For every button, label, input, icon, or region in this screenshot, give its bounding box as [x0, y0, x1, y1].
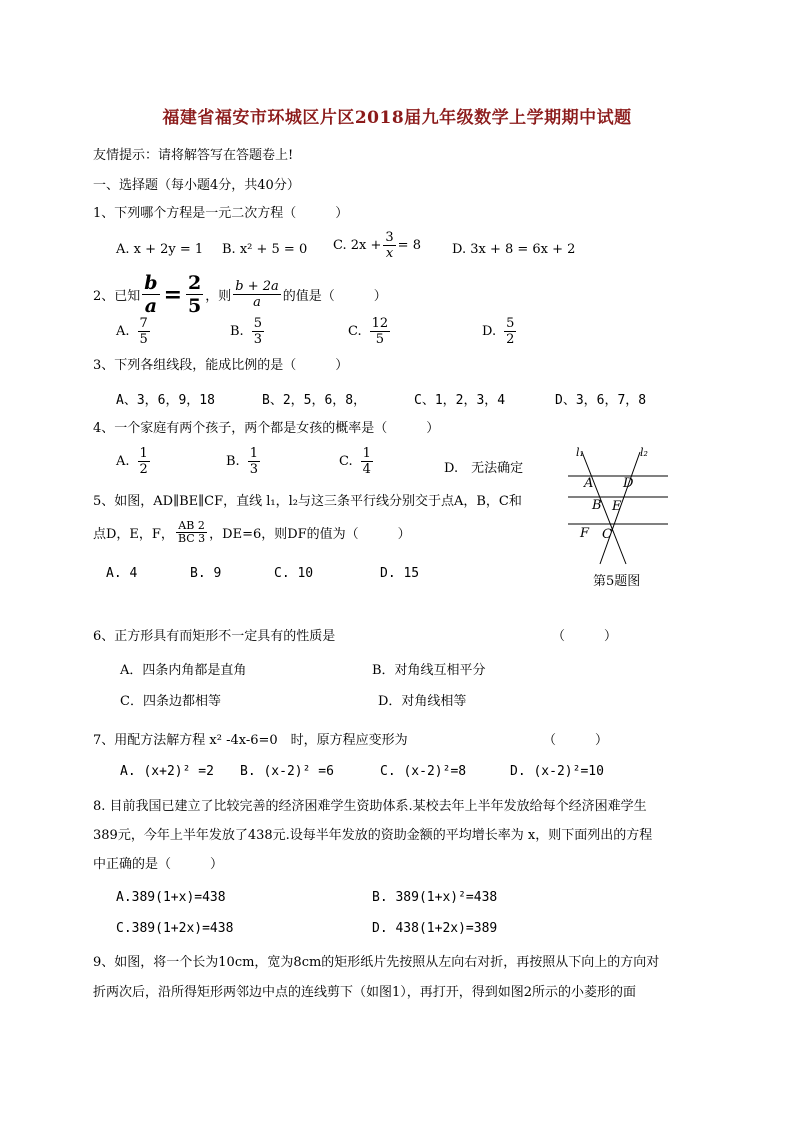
fraction-numerator: 5 — [253, 316, 262, 331]
q2-prefix: 2、已知 — [93, 289, 141, 304]
q4-option-c — [339, 446, 375, 477]
fraction-denominator: 3 — [253, 332, 262, 347]
q6-option-c: C．四条边都相等 — [120, 694, 221, 709]
question-8-line-2: 389元，今年上半年发放了438元.设每半年发放的资助金额的平均增长率为 x，则下面列出的方程 — [93, 828, 653, 843]
q6-option-d: D．对角线相等 — [378, 694, 467, 709]
fraction-denominator — [176, 533, 207, 545]
q5-line2-prefix: 点D，E，F， — [93, 527, 174, 542]
q1-option-c-suffix: = 8 — [397, 238, 421, 253]
option-label: C. — [348, 324, 362, 339]
question-1-stem: 1、下列哪个方程是一元二次方程（ ） — [93, 206, 349, 221]
hint-text: 友情提示：请将解答写在答题卷上! — [93, 148, 294, 163]
question-9-line-1: 9、如图，将一个长为10cm，宽为8cm的矩形纸片先按照从左向右对折，再按照从下向上的方向对 — [93, 955, 660, 970]
q8-option-b: B. 389(1+x)²=438 — [372, 890, 498, 905]
fraction-numerator: 3 — [385, 230, 394, 245]
q4-option-a — [116, 446, 152, 477]
question-9-line-2: 折两次后，沿所得矩形两邻边中点的连线剪下（如图1），再打开，得到如图2所示的小菱形的面 — [93, 985, 637, 1000]
q2-option-a — [116, 316, 152, 347]
fraction-denominator: x — [385, 246, 394, 261]
question-5-line-2 — [93, 520, 411, 545]
q2-equals: = — [163, 281, 183, 308]
fraction-denominator: 3 — [249, 462, 258, 477]
q1-option-b: B. x² + 5 = 0 — [222, 242, 308, 257]
option-fraction — [252, 316, 264, 347]
q7-option-d: D. (x-2)²=10 — [510, 764, 604, 779]
fraction-denominator: a — [144, 295, 158, 317]
q4-option-d: D. 无法确定 — [444, 461, 524, 476]
question-8-line-1: 8. 目前我国已建立了比较完善的经济困难学生资助体系.某校去年上半年发放给每个经济困难学生 — [93, 799, 647, 814]
question-4-stem: 4、一个家庭有两个孩子，两个都是女孩的概率是（ ） — [93, 421, 440, 436]
q2-option-d — [482, 316, 518, 347]
fraction-numerator: 2 — [188, 272, 202, 294]
q2-fraction-b-over-a — [142, 272, 159, 317]
q2-fraction-expression — [233, 279, 281, 310]
q6-option-b: B．对角线互相平分 — [372, 663, 486, 678]
q7-option-a: A. (x+2)² =2 — [120, 764, 214, 779]
q8-option-c: C.389(1+2x)=438 — [116, 921, 234, 936]
ratio-two: 2 — [197, 519, 205, 532]
question-6-stem: 6、正方形具有而矩形不一定具有的性质是 — [93, 629, 336, 644]
q5-option-c: C. 10 — [274, 566, 314, 581]
q5-line2-suffix: ，DE=6，则DF的值为（ ） — [209, 527, 411, 542]
fraction-denominator: 5 — [188, 295, 202, 317]
ratio-bc: BC — [177, 532, 195, 545]
q1-option-c — [333, 230, 421, 261]
q5-figure — [560, 440, 680, 570]
ratio-three: 3 — [198, 532, 206, 545]
option-label: B. — [226, 454, 240, 469]
q6-option-a: A．四条内角都是直角 — [120, 663, 247, 678]
fraction-numerator: b — [144, 272, 158, 294]
fraction-numerator: 7 — [139, 316, 148, 331]
option-fraction — [361, 446, 373, 477]
q5-figure-caption: 第5题图 — [593, 574, 641, 589]
option-fraction — [370, 316, 391, 347]
q2-suffix: 的值是（ ） — [282, 289, 387, 304]
q7-option-b: B. (x-2)² =6 — [240, 764, 334, 779]
label-c: C — [602, 527, 612, 542]
question-8-line-3: 中正确的是（ ） — [93, 857, 224, 872]
question-5-line-1: 5、如图，AD∥BE∥CF，直线 l₁，l₂与这三条平行线分别交于点A，B，C和 — [93, 494, 522, 509]
q3-option-c: C、1，2，3，4 — [414, 393, 506, 408]
label-e: E — [612, 499, 622, 514]
label-f: F — [580, 526, 590, 541]
q5-option-d: D. 15 — [380, 566, 420, 581]
q3-option-b: B、2，5，6，8， — [262, 393, 367, 408]
q1-option-a: A. x + 2y = 1 — [116, 242, 204, 257]
section-heading: 一、选择题（每小题4分，共40分） — [93, 178, 300, 193]
fraction-numerator: 5 — [506, 316, 515, 331]
question-2-stem — [93, 272, 387, 317]
fraction-denominator: 5 — [139, 332, 148, 347]
q4-option-b — [226, 446, 262, 477]
fraction-denominator: 4 — [362, 462, 371, 477]
q2-option-c — [348, 316, 392, 347]
q2-middle: ，则 — [205, 289, 232, 304]
ratio-ab: AB — [178, 519, 195, 532]
label-l1: l₁ — [576, 446, 584, 459]
option-label: A. — [116, 324, 130, 339]
q1-option-c-prefix: C. 2x + — [333, 238, 382, 253]
fraction-denominator: a — [253, 295, 261, 310]
q2-fraction-two-fifths — [186, 272, 203, 317]
question-6-answer-paren: （ ） — [552, 629, 618, 644]
option-label: D. — [482, 324, 497, 339]
question-7-answer-paren: （ ） — [543, 733, 609, 748]
option-label: A. — [116, 454, 130, 469]
q8-option-d: D. 438(1+2x)=389 — [372, 921, 498, 936]
q7-option-c: C. (x-2)²=8 — [380, 764, 467, 779]
fraction-denominator: 2 — [506, 332, 515, 347]
option-fraction — [248, 446, 260, 477]
q1-option-d: D. 3x + 8 = 6x + 2 — [452, 242, 576, 257]
q2-option-b — [230, 316, 266, 347]
option-fraction — [138, 316, 150, 347]
fraction-numerator: 1 — [139, 446, 148, 461]
option-fraction — [138, 446, 150, 477]
label-l2: l₂ — [640, 446, 648, 459]
q3-option-a: A、3，6，9，18 — [116, 393, 215, 408]
q5-ratio-ab-bc — [176, 520, 207, 545]
fraction-numerator: 12 — [371, 316, 389, 331]
label-b: B — [592, 498, 602, 513]
fraction-denominator: 5 — [375, 332, 385, 347]
fraction-numerator: 1 — [249, 446, 258, 461]
page-title: 福建省福安市环城区片区2018届九年级数学上学期期中试题 — [162, 108, 632, 128]
question-3-stem: 3、下列各组线段，能成比例的是（ ） — [93, 358, 349, 373]
q8-option-a: A.389(1+x)=438 — [116, 890, 226, 905]
option-label: B. — [230, 324, 244, 339]
q5-option-b: B. 9 — [190, 566, 222, 581]
option-label: C. — [339, 454, 353, 469]
fraction-numerator: b + 2a — [235, 279, 279, 294]
label-a: A — [584, 476, 594, 491]
option-fraction — [504, 316, 516, 347]
fraction-denominator: 2 — [139, 462, 148, 477]
question-7-stem: 7、用配方法解方程 x² -4x-6=0 时，原方程应变形为 — [93, 733, 408, 748]
q3-option-d: D、3，6，7，8 — [555, 393, 647, 408]
q1-option-c-fraction — [383, 230, 395, 261]
q5-option-a: A. 4 — [106, 566, 138, 581]
label-d: D — [623, 476, 634, 491]
fraction-numerator: 1 — [362, 446, 371, 461]
